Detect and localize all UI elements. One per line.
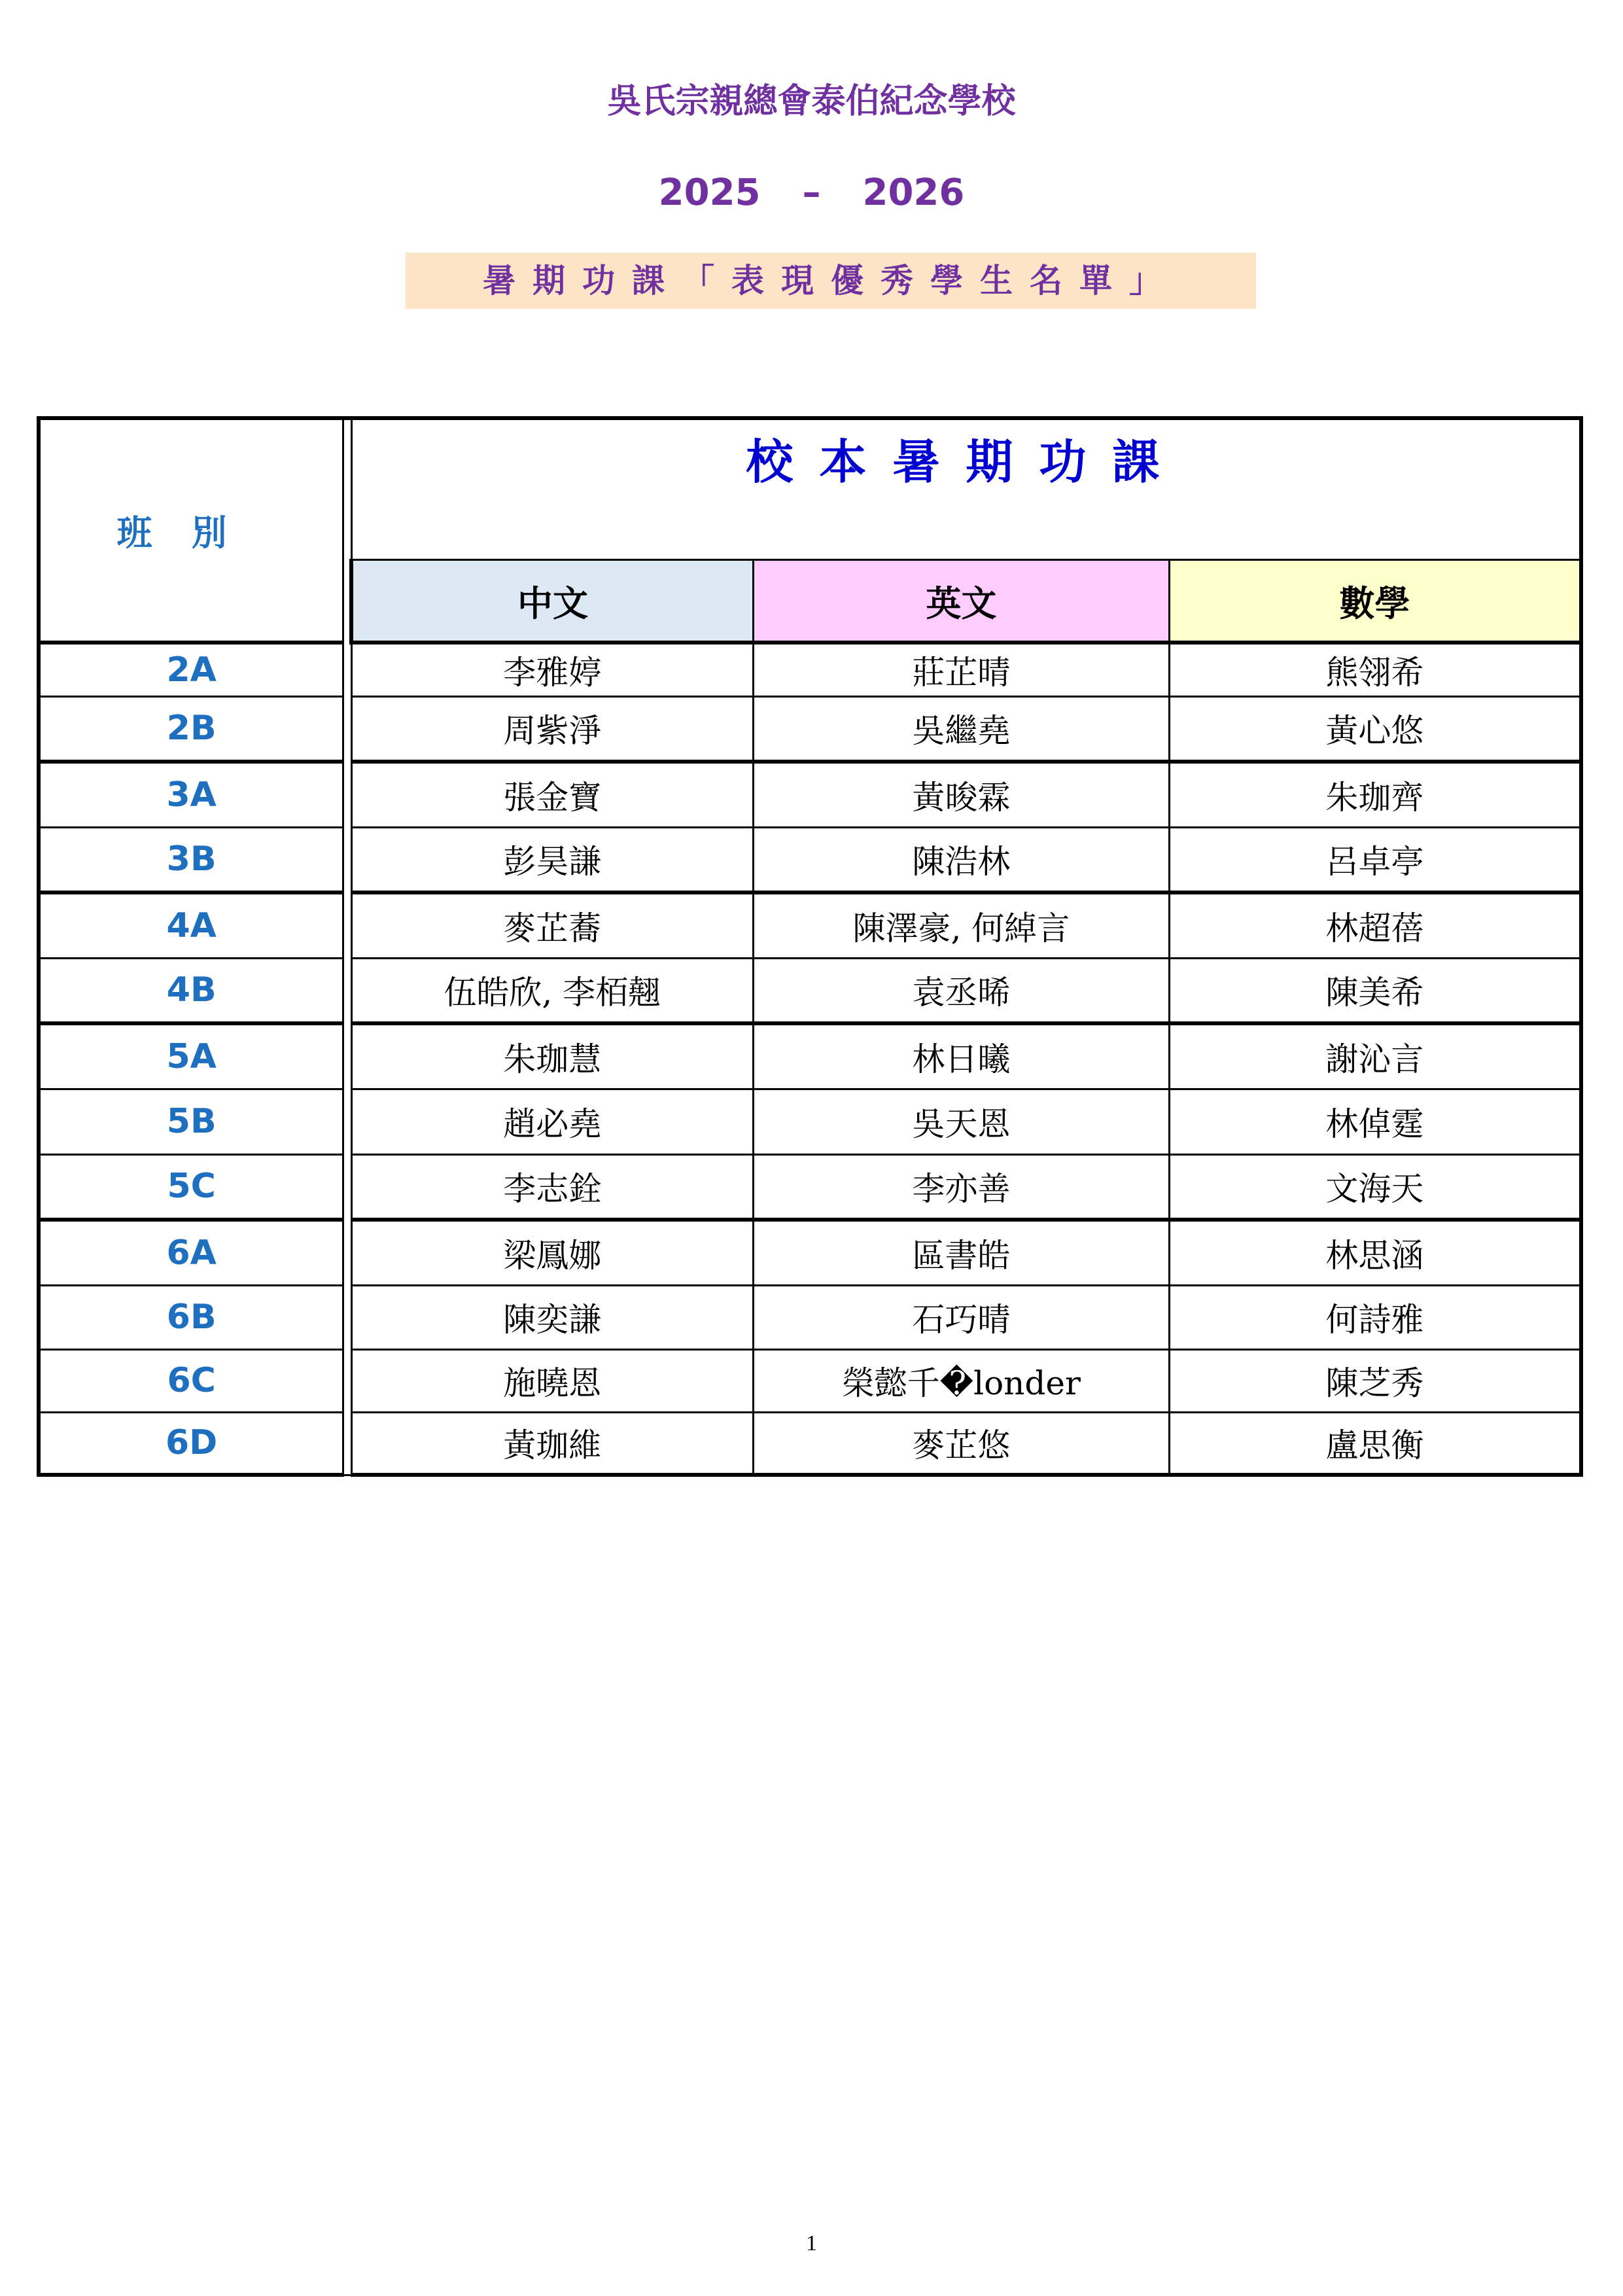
chinese-awardee: 黃珈維	[351, 1412, 753, 1475]
table-row	[39, 892, 1581, 958]
class-cell: 5A	[39, 1023, 343, 1089]
table-row	[39, 762, 1581, 827]
list-subtitle: 暑期功課「表現優秀學生名單」	[406, 253, 1256, 309]
english-awardee: 吳天恩	[753, 1089, 1169, 1154]
chinese-awardee: 趙必堯	[351, 1089, 753, 1154]
math-awardee: 陳芝秀	[1169, 1349, 1581, 1412]
table-row	[39, 1154, 1581, 1220]
table-row	[39, 958, 1581, 1023]
class-cell: 3B	[39, 827, 343, 892]
page-number: 1	[806, 2231, 817, 2255]
class-cell: 6D	[39, 1412, 343, 1475]
class-cell: 3A	[39, 762, 343, 827]
math-awardee: 黃心悠	[1169, 696, 1581, 762]
table-row	[39, 1285, 1581, 1349]
chinese-awardee: 李雅婷	[351, 643, 753, 696]
year-end: 2026	[862, 171, 965, 214]
class-cell: 6B	[39, 1285, 343, 1349]
table-row	[39, 1349, 1581, 1412]
academic-year	[0, 171, 1623, 214]
math-awardee: 熊翎希	[1169, 643, 1581, 696]
class-cell: 5B	[39, 1089, 343, 1154]
column-separator	[343, 418, 351, 1475]
school-name: 吳氏宗親總會泰伯紀念學校	[607, 82, 1016, 121]
english-awardee: 黃晙霖	[753, 762, 1169, 827]
award-table	[37, 416, 1583, 1477]
table-row	[39, 1023, 1581, 1089]
english-awardee: 榮懿千�londer	[753, 1349, 1169, 1412]
math-awardee: 何詩雅	[1169, 1285, 1581, 1349]
math-awardee: 文海天	[1169, 1154, 1581, 1220]
subject-header-math: 數學	[1169, 560, 1581, 643]
chinese-awardee: 彭昊謙	[351, 827, 753, 892]
class-cell: 6A	[39, 1220, 343, 1285]
math-awardee: 朱珈齊	[1169, 762, 1581, 827]
table-row	[39, 1220, 1581, 1285]
table-row	[39, 827, 1581, 892]
main-header: 校本暑期功課	[351, 418, 1581, 560]
chinese-awardee: 朱珈慧	[351, 1023, 753, 1089]
english-awardee: 袁丞晞	[753, 958, 1169, 1023]
english-awardee: 麥芷悠	[753, 1412, 1169, 1475]
math-awardee: 盧思衡	[1169, 1412, 1581, 1475]
chinese-awardee: 周紫淨	[351, 696, 753, 762]
class-column-header: 班別	[39, 418, 343, 643]
year-dash: –	[802, 171, 821, 214]
chinese-awardee: 梁鳳娜	[351, 1220, 753, 1285]
class-cell: 5C	[39, 1154, 343, 1220]
math-awardee: 林倬霆	[1169, 1089, 1581, 1154]
chinese-awardee: 陳奕謙	[351, 1285, 753, 1349]
table-row	[39, 643, 1581, 696]
math-awardee: 林思涵	[1169, 1220, 1581, 1285]
english-awardee: 林日曦	[753, 1023, 1169, 1089]
chinese-awardee: 張金寶	[351, 762, 753, 827]
table-row	[39, 1089, 1581, 1154]
class-cell: 4A	[39, 892, 343, 958]
math-awardee: 林超蓓	[1169, 892, 1581, 958]
chinese-awardee: 施曉恩	[351, 1349, 753, 1412]
year-start: 2025	[658, 171, 761, 214]
english-awardee: 石巧晴	[753, 1285, 1169, 1349]
math-awardee: 謝沁言	[1169, 1023, 1581, 1089]
chinese-awardee: 伍皓欣, 李栢翹	[351, 958, 753, 1023]
math-awardee: 陳美希	[1169, 958, 1581, 1023]
english-awardee: 區書皓	[753, 1220, 1169, 1285]
chinese-awardee: 麥芷蕎	[351, 892, 753, 958]
math-awardee: 呂卓亭	[1169, 827, 1581, 892]
chinese-awardee: 李志銓	[351, 1154, 753, 1220]
english-awardee: 吳繼堯	[753, 696, 1169, 762]
class-cell: 2A	[39, 643, 343, 696]
subject-header-english: 英文	[753, 560, 1169, 643]
table-row	[39, 696, 1581, 762]
class-cell: 2B	[39, 696, 343, 762]
english-awardee: 陳浩林	[753, 827, 1169, 892]
english-awardee: 莊芷晴	[753, 643, 1169, 696]
class-cell: 6C	[39, 1349, 343, 1412]
table-row	[39, 1412, 1581, 1475]
english-awardee: 陳澤豪, 何綽言	[753, 892, 1169, 958]
subject-header-chinese: 中文	[351, 560, 753, 643]
class-cell: 4B	[39, 958, 343, 1023]
english-awardee: 李亦善	[753, 1154, 1169, 1220]
